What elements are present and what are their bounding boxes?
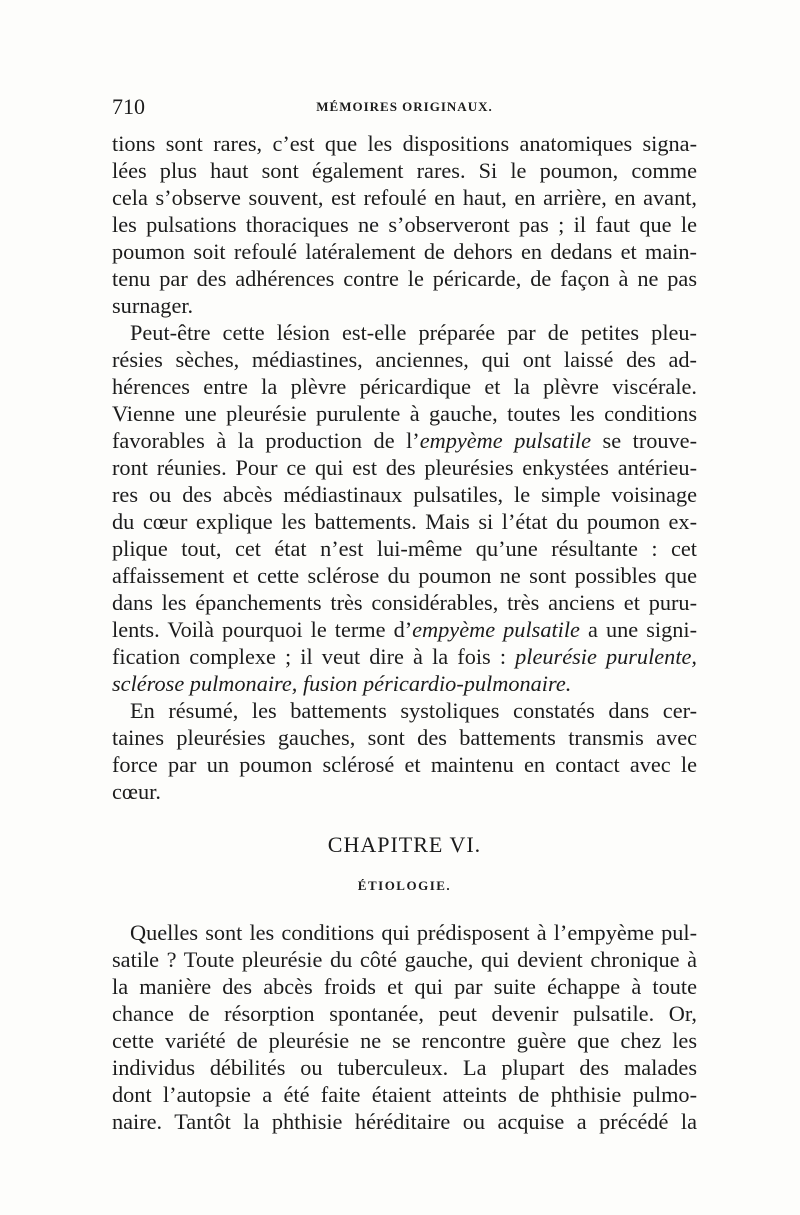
text-line: cette variété de pleurésie ne se rencontre guère que chez les bbox=[112, 1028, 697, 1053]
italic-term: empyème pulsatile bbox=[412, 617, 580, 642]
text-run: se trouve- bbox=[591, 428, 698, 453]
text-line: tions sont rares, c’est que les dispositions anatomiques signa- bbox=[112, 131, 697, 156]
text-line bbox=[112, 428, 697, 454]
text-line: Quelles sont les conditions qui prédisposent à l’empyème pul- bbox=[130, 920, 697, 945]
text-line: naire. Tantôt la phthisie héréditaire ou acquise a précédé la bbox=[112, 1109, 697, 1134]
text-line: chance de résorption spontanée, peut devenir pulsatile. Or, bbox=[112, 1001, 697, 1026]
chapter-title: CHAPITRE VI. bbox=[327, 832, 482, 857]
page-header bbox=[112, 94, 697, 120]
running-title: MÉMOIRES ORIGINAUX. bbox=[316, 99, 493, 114]
text-line: surnager. bbox=[112, 293, 194, 318]
text-line: Vienne une pleurésie purulente à gauche, toutes les conditions bbox=[112, 401, 697, 426]
text-line: cœur. bbox=[112, 779, 161, 804]
text-line: les pulsations thoraciques ne s’observeront pas ; il faut que le bbox=[112, 212, 697, 237]
text-line: hérences entre la plèvre péricardique et la plèvre viscérale. bbox=[112, 374, 697, 399]
text-line: force par un poumon sclérosé et maintenu en contact avec le bbox=[112, 752, 697, 777]
text-run: a une signi- bbox=[579, 617, 697, 642]
text-line: ront réunies. Pour ce qui est des pleurésies enkystées antérieu- bbox=[112, 455, 697, 480]
text-line: poumon soit refoulé latéralement de dehors en dedans et main- bbox=[112, 239, 697, 264]
text-line: cela s’observe souvent, est refoulé en haut, en arrière, en avant, bbox=[112, 185, 697, 210]
text-line: affaissement et cette sclérose du poumon ne sont possibles que bbox=[112, 563, 697, 588]
text-line: lées plus haut sont également rares. Si le poumon, comme bbox=[112, 158, 697, 183]
text-line: dans les épanchements très considérables, très anciens et puru- bbox=[112, 590, 697, 615]
text-line: plique tout, cet état n’est lui-même qu’une résultante : cet bbox=[112, 536, 697, 561]
text-run: favorables à la production de l’ bbox=[112, 428, 420, 453]
text-line: satile ? Toute pleurésie du côté gauche, qui devient chronique à bbox=[112, 947, 697, 972]
italic-term: sclérose pulmonaire, fusion péricardio-pulmonaire. bbox=[112, 671, 572, 696]
section-subtitle: ÉTIOLOGIE. bbox=[357, 878, 452, 893]
text-line: individus débilités ou tuberculeux. La plupart des malades bbox=[112, 1055, 697, 1080]
text-line: res ou des abcès médiastinaux pulsatiles, le simple voisinage bbox=[112, 482, 697, 507]
text-run: fication complexe ; il veut dire à la fois : bbox=[112, 644, 516, 669]
page-number: 710 bbox=[112, 94, 145, 119]
text-line bbox=[112, 617, 697, 643]
text-run: lents. Voilà pourquoi le terme d’ bbox=[112, 617, 413, 642]
text-line: dont l’autopsie a été faite étaient atteints de phthisie pulmo- bbox=[112, 1082, 697, 1107]
text-line: la manière des abcès froids et qui par suite échappe à toute bbox=[112, 974, 697, 999]
text-line: du cœur explique les battements. Mais si l’état du poumon ex- bbox=[112, 509, 697, 534]
text-line: Peut-être cette lésion est-elle préparée par de petites pleu- bbox=[130, 320, 697, 345]
text-line: taines pleurésies gauches, sont des battements transmis avec bbox=[112, 725, 697, 750]
italic-term: empyème pulsatile bbox=[419, 428, 591, 453]
text-line: En résumé, les battements systoliques constatés dans cer- bbox=[130, 698, 697, 723]
text-line: résies sèches, médiastines, anciennes, qui ont laissé des ad- bbox=[112, 347, 697, 372]
text-line bbox=[112, 644, 697, 670]
text-line: tenu par des adhérences contre le péricarde, de façon à ne pas bbox=[112, 266, 697, 291]
italic-term: pleurésie purulente, bbox=[515, 644, 697, 669]
